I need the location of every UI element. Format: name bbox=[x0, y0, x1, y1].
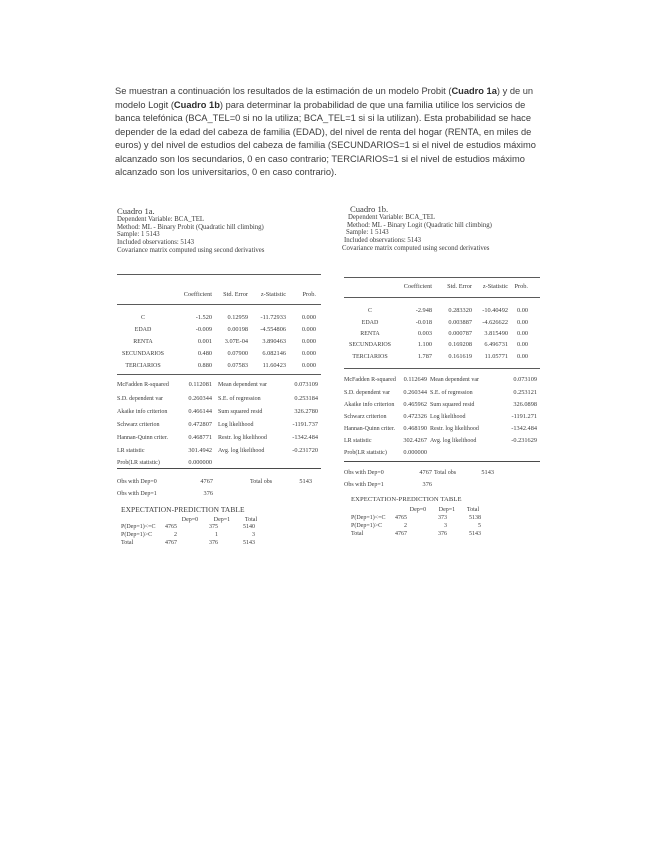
coefficient-value: 1.100 bbox=[417, 341, 432, 348]
std-error-value: 0.283320 bbox=[448, 307, 472, 314]
covariance-line: Covariance matrix computed using second derivatives bbox=[342, 244, 490, 252]
prediction-column-header: Total bbox=[466, 507, 480, 513]
statistic-label: Restr. log likelihood bbox=[430, 426, 479, 432]
statistic-label: S.D. dependent var bbox=[117, 396, 163, 402]
statistic-value: -1191.737 bbox=[292, 421, 318, 428]
prediction-cell: 5143 bbox=[469, 531, 481, 537]
variable-name: TERCIARIOS bbox=[125, 363, 161, 369]
statistic-value: -1342.484 bbox=[511, 425, 537, 432]
prediction-cell: 4767 bbox=[165, 540, 177, 546]
statistic-label: Prob(LR statistic) bbox=[344, 450, 387, 456]
prediction-row-label: P(Dep=1)>C bbox=[121, 532, 153, 538]
prediction-cell: 5140 bbox=[243, 524, 255, 530]
statistic-value: 0.465962 bbox=[403, 401, 427, 408]
std-error-value: 0.169208 bbox=[448, 341, 472, 348]
statistic-label: Mean dependent var bbox=[430, 377, 479, 383]
dependent-variable-line: Dependent Variable: BCA_TEL bbox=[348, 214, 436, 221]
obs-value: 376 bbox=[422, 481, 432, 488]
variable-name: RENTA bbox=[133, 339, 153, 345]
prediction-column-header: Dep=0 bbox=[409, 507, 427, 513]
statistic-value: 0.260344 bbox=[188, 395, 212, 402]
statistic-value: 326.0898 bbox=[513, 401, 537, 408]
statistic-label: Restr. log likelihood bbox=[218, 435, 267, 441]
coefficient-value: 0.480 bbox=[197, 350, 212, 357]
std-error-value: 0.12959 bbox=[227, 314, 248, 321]
statistic-label: S.D. dependent var bbox=[344, 390, 390, 396]
prediction-cell: 2 bbox=[404, 523, 407, 529]
included-observations-line: Included observations: 5143 bbox=[117, 239, 195, 247]
prediction-cell: 4765 bbox=[165, 524, 177, 530]
statistic-value: 0.112081 bbox=[188, 381, 212, 388]
table-rule bbox=[117, 304, 321, 305]
prob-value: 0.00 bbox=[516, 330, 528, 337]
prediction-column-header: Dep=1 bbox=[213, 517, 231, 523]
statistic-label: Schwarz criterion bbox=[117, 422, 160, 428]
statistic-value: -0.231720 bbox=[292, 447, 318, 454]
variable-name: SECUNDARIOS bbox=[348, 342, 391, 348]
prediction-column-header: Dep=1 bbox=[438, 507, 456, 513]
std-error-value: 0.003887 bbox=[448, 319, 472, 326]
statistic-label: Hannan-Quinn criter. bbox=[117, 435, 168, 441]
statistic-label: McFadden R-squared bbox=[117, 382, 169, 388]
included-observations-line: Included observations: 5143 bbox=[344, 237, 422, 245]
intro-text: Se muestran a continuación los resultados de la estimación de un modelo Probit ( bbox=[115, 86, 452, 96]
z-statistic-value: -11.72933 bbox=[260, 314, 286, 321]
statistic-value: 0.472326 bbox=[403, 413, 427, 420]
intro-line: depender de la edad del cabeza de familia (EDAD), del nivel de renta del hogar (RENTA, en miles de bbox=[115, 126, 532, 137]
prediction-column-header: Dep=0 bbox=[181, 517, 199, 523]
prediction-cell: 3 bbox=[252, 532, 255, 538]
prediction-cell: 376 bbox=[209, 540, 218, 546]
covariance-line: Covariance matrix computed using second derivatives bbox=[117, 246, 265, 254]
statistic-label: Avg. log likelihood bbox=[218, 448, 265, 454]
variable-name: RENTA bbox=[360, 331, 380, 337]
z-statistic-value: 11.60423 bbox=[262, 362, 286, 369]
statistic-label: LR statistic bbox=[344, 438, 372, 444]
statistic-label: Log likelihood bbox=[430, 414, 466, 420]
statistic-label: Prob(LR statistic) bbox=[117, 460, 160, 466]
intro-line: banca telefónica (BCA_TEL=0 si no la utiliza; BCA_TEL=1 si si la utilizan). Esta probabilidad se hace bbox=[115, 113, 532, 123]
intro-paragraph bbox=[115, 85, 536, 180]
variable-name: EDAD bbox=[361, 320, 379, 326]
method-line: Method: ML - Binary Logit (Quadratic hill climbing) bbox=[347, 221, 492, 229]
statistic-value: 0.000000 bbox=[403, 449, 427, 456]
table-rule bbox=[344, 368, 540, 369]
prediction-cell: 4765 bbox=[395, 515, 407, 521]
coefficient-value: 0.001 bbox=[197, 338, 212, 345]
prediction-cell: 5138 bbox=[469, 515, 481, 521]
statistic-value: 0.253121 bbox=[513, 389, 537, 396]
statistic-value: 0.073109 bbox=[513, 376, 537, 383]
prediction-table-title: EXPECTATION-PREDICTION TABLE bbox=[121, 505, 245, 514]
statistic-value: -1191.271 bbox=[511, 413, 537, 420]
statistic-label: S.E. of regression bbox=[218, 396, 261, 402]
column-header: Coefficient bbox=[403, 283, 432, 290]
sample-line: Sample: 1 5143 bbox=[117, 231, 160, 239]
coefficient-value: -1.520 bbox=[195, 314, 212, 321]
statistic-value: 301.4942 bbox=[188, 447, 212, 454]
z-statistic-value: -4.626622 bbox=[482, 319, 508, 326]
cuadro-1a-header bbox=[117, 206, 264, 254]
std-error-value: 0.07583 bbox=[227, 362, 248, 369]
prob-value: 0.000 bbox=[301, 326, 316, 333]
statistic-value: 302.4267 bbox=[403, 437, 427, 444]
table-rule bbox=[117, 468, 321, 469]
prediction-cell: 5 bbox=[478, 523, 481, 529]
prob-value: 0.000 bbox=[301, 362, 316, 369]
prediction-table-title: EXPECTATION-PREDICTION TABLE bbox=[351, 496, 462, 503]
prediction-cell: 375 bbox=[209, 524, 218, 530]
obs-label: Total obs bbox=[434, 470, 457, 476]
coefficient-value: -0.018 bbox=[415, 319, 432, 326]
statistic-value: 0.000000 bbox=[188, 459, 212, 466]
cuadro-1b-logit-table bbox=[344, 273, 540, 543]
prob-value: 0.00 bbox=[516, 307, 528, 314]
prob-value: 0.000 bbox=[301, 350, 316, 357]
column-header: z-Statistic bbox=[260, 291, 286, 298]
prediction-cell: 4767 bbox=[395, 531, 407, 537]
obs-label: Obs with Dep=0 bbox=[344, 470, 384, 476]
statistic-label: Sum squared resid bbox=[218, 409, 263, 415]
table-rule bbox=[117, 274, 321, 275]
column-header: Std. Error bbox=[447, 283, 472, 290]
variable-name: TERCIARIOS bbox=[352, 354, 388, 360]
std-error-value: 3.07E-04 bbox=[224, 338, 248, 345]
intro-text: modelo Logit ( bbox=[115, 99, 174, 110]
std-error-value: 0.00198 bbox=[227, 326, 248, 333]
statistic-value: 326.2780 bbox=[294, 408, 318, 415]
z-statistic-value: 3.815490 bbox=[484, 330, 508, 337]
statistic-label: S.E. of regression bbox=[430, 390, 473, 396]
statistic-value: 0.112649 bbox=[403, 376, 427, 383]
obs-value: 5143 bbox=[481, 469, 494, 476]
statistic-value: -0.231629 bbox=[511, 437, 537, 444]
obs-label: Total obs bbox=[250, 479, 273, 485]
prediction-column-header: Total bbox=[244, 517, 258, 523]
z-statistic-value: 11.05771 bbox=[484, 353, 508, 360]
prediction-row-label: Total bbox=[121, 540, 134, 546]
z-statistic-value: -10.40492 bbox=[482, 307, 508, 314]
statistic-label: Mean dependent var bbox=[218, 382, 267, 388]
statistic-label: Avg. log likelihood bbox=[430, 438, 477, 444]
obs-value: 4767 bbox=[200, 478, 213, 485]
method-line: Method: ML - Binary Probit (Quadratic hill climbing) bbox=[117, 223, 264, 231]
statistic-label: Log likelihood bbox=[218, 422, 254, 428]
z-statistic-value: 6.082146 bbox=[262, 350, 286, 357]
variable-name: SECUNDARIOS bbox=[121, 351, 164, 357]
obs-label: Obs with Dep=1 bbox=[344, 482, 384, 488]
obs-value: 376 bbox=[203, 490, 213, 497]
table-rule bbox=[344, 277, 540, 278]
prob-value: 0.00 bbox=[516, 319, 528, 326]
prob-value: 0.00 bbox=[516, 353, 528, 360]
variable-name: C bbox=[140, 315, 145, 321]
intro-line: euros) y del nivel de estudios del cabeza de familia (SECUNDARIOS=1 si el nivel de estudios máximo bbox=[115, 140, 536, 150]
prediction-row-label: P(Dep=1)>C bbox=[351, 523, 383, 529]
prob-value: 0.000 bbox=[301, 314, 316, 321]
obs-label: Obs with Dep=0 bbox=[117, 479, 157, 485]
intro-line: alcanzado son los secundarios, 0 en caso contrario; TERCIARIOS=1 si el nivel de estudios máximo bbox=[115, 153, 525, 164]
dependent-variable-line: Dependent Variable: BCA_TEL bbox=[117, 216, 205, 223]
cuadro-1b-header bbox=[342, 204, 492, 252]
prediction-cell: 1 bbox=[215, 532, 218, 538]
intro-text: ) para determinar la probabilidad de que una familia utilice los servicios de bbox=[219, 99, 526, 110]
coefficient-value: 0.003 bbox=[417, 330, 432, 337]
intro-line bbox=[115, 85, 536, 99]
prediction-cell: 3 bbox=[444, 523, 447, 529]
column-header: Prob. bbox=[514, 283, 528, 290]
prediction-cell: 373 bbox=[438, 515, 447, 521]
sample-line: Sample: 1 5143 bbox=[346, 229, 389, 237]
intro-line bbox=[115, 99, 536, 113]
prediction-row-label: Total bbox=[351, 531, 364, 537]
prediction-cell: 5143 bbox=[243, 540, 255, 546]
std-error-value: 0.000787 bbox=[448, 330, 472, 337]
statistic-value: 0.073109 bbox=[294, 381, 318, 388]
statistic-label: Akaike info criterion bbox=[344, 402, 395, 408]
intro-text: ) y de un bbox=[496, 86, 534, 96]
column-header: Prob. bbox=[302, 291, 316, 298]
coefficient-value: 1.787 bbox=[417, 353, 432, 360]
statistic-label: Hannan-Quinn criter. bbox=[344, 426, 395, 432]
statistic-value: -1342.484 bbox=[292, 434, 318, 441]
variable-name: C bbox=[367, 308, 372, 314]
statistic-label: Schwarz criterion bbox=[344, 414, 387, 420]
table-reference: Cuadro 1b bbox=[173, 99, 220, 110]
obs-label: Obs with Dep=1 bbox=[117, 491, 157, 497]
column-header: Coefficient bbox=[183, 291, 212, 298]
prediction-cell: 376 bbox=[438, 531, 447, 537]
std-error-value: 0.161619 bbox=[448, 353, 472, 360]
prob-value: 0.000 bbox=[301, 338, 316, 345]
table-rule bbox=[344, 461, 540, 462]
obs-value: 5143 bbox=[299, 478, 312, 485]
coefficient-value: 0.880 bbox=[197, 362, 212, 369]
variable-name: EDAD bbox=[134, 327, 152, 333]
prediction-cell: 2 bbox=[174, 532, 177, 538]
coefficient-value: -2.948 bbox=[415, 307, 432, 314]
statistic-value: 0.260344 bbox=[403, 389, 427, 396]
prob-value: 0.00 bbox=[516, 341, 528, 348]
z-statistic-value: 6.496731 bbox=[484, 341, 508, 348]
prediction-row-label: P(Dep=1)<=C bbox=[121, 524, 156, 530]
statistic-label: LR statistic bbox=[117, 448, 145, 454]
statistic-label: Sum squared resid bbox=[430, 402, 475, 408]
table-rule bbox=[117, 374, 321, 375]
statistic-value: 0.468771 bbox=[188, 434, 212, 441]
statistic-label: McFadden R-squared bbox=[344, 377, 396, 383]
std-error-value: 0.07900 bbox=[227, 350, 248, 357]
column-header: z-Statistic bbox=[482, 283, 508, 290]
prediction-row-label: P(Dep=1)<=C bbox=[351, 515, 386, 521]
coefficient-value: -0.009 bbox=[195, 326, 212, 333]
statistic-label: Akaike info criterion bbox=[117, 409, 168, 415]
z-statistic-value: 3.890463 bbox=[262, 338, 286, 345]
cuadro-1a-title: Cuadro 1a. bbox=[117, 206, 155, 216]
table-rule bbox=[344, 297, 540, 298]
statistic-value: 0.466144 bbox=[188, 408, 212, 415]
obs-value: 4767 bbox=[419, 469, 432, 476]
table-reference: Cuadro 1a bbox=[451, 86, 497, 96]
cuadro-1b-title: Cuadro 1b. bbox=[350, 204, 389, 214]
z-statistic-value: -4.554806 bbox=[260, 326, 286, 333]
column-header: Std. Error bbox=[223, 291, 248, 298]
cuadro-1a-probit-table bbox=[117, 270, 321, 550]
statistic-value: 0.472807 bbox=[188, 421, 212, 428]
statistic-value: 0.253184 bbox=[294, 395, 318, 402]
intro-line: alcanzado son los universitarios, 0 en caso contrario). bbox=[115, 167, 337, 177]
statistic-value: 0.468190 bbox=[403, 425, 427, 432]
